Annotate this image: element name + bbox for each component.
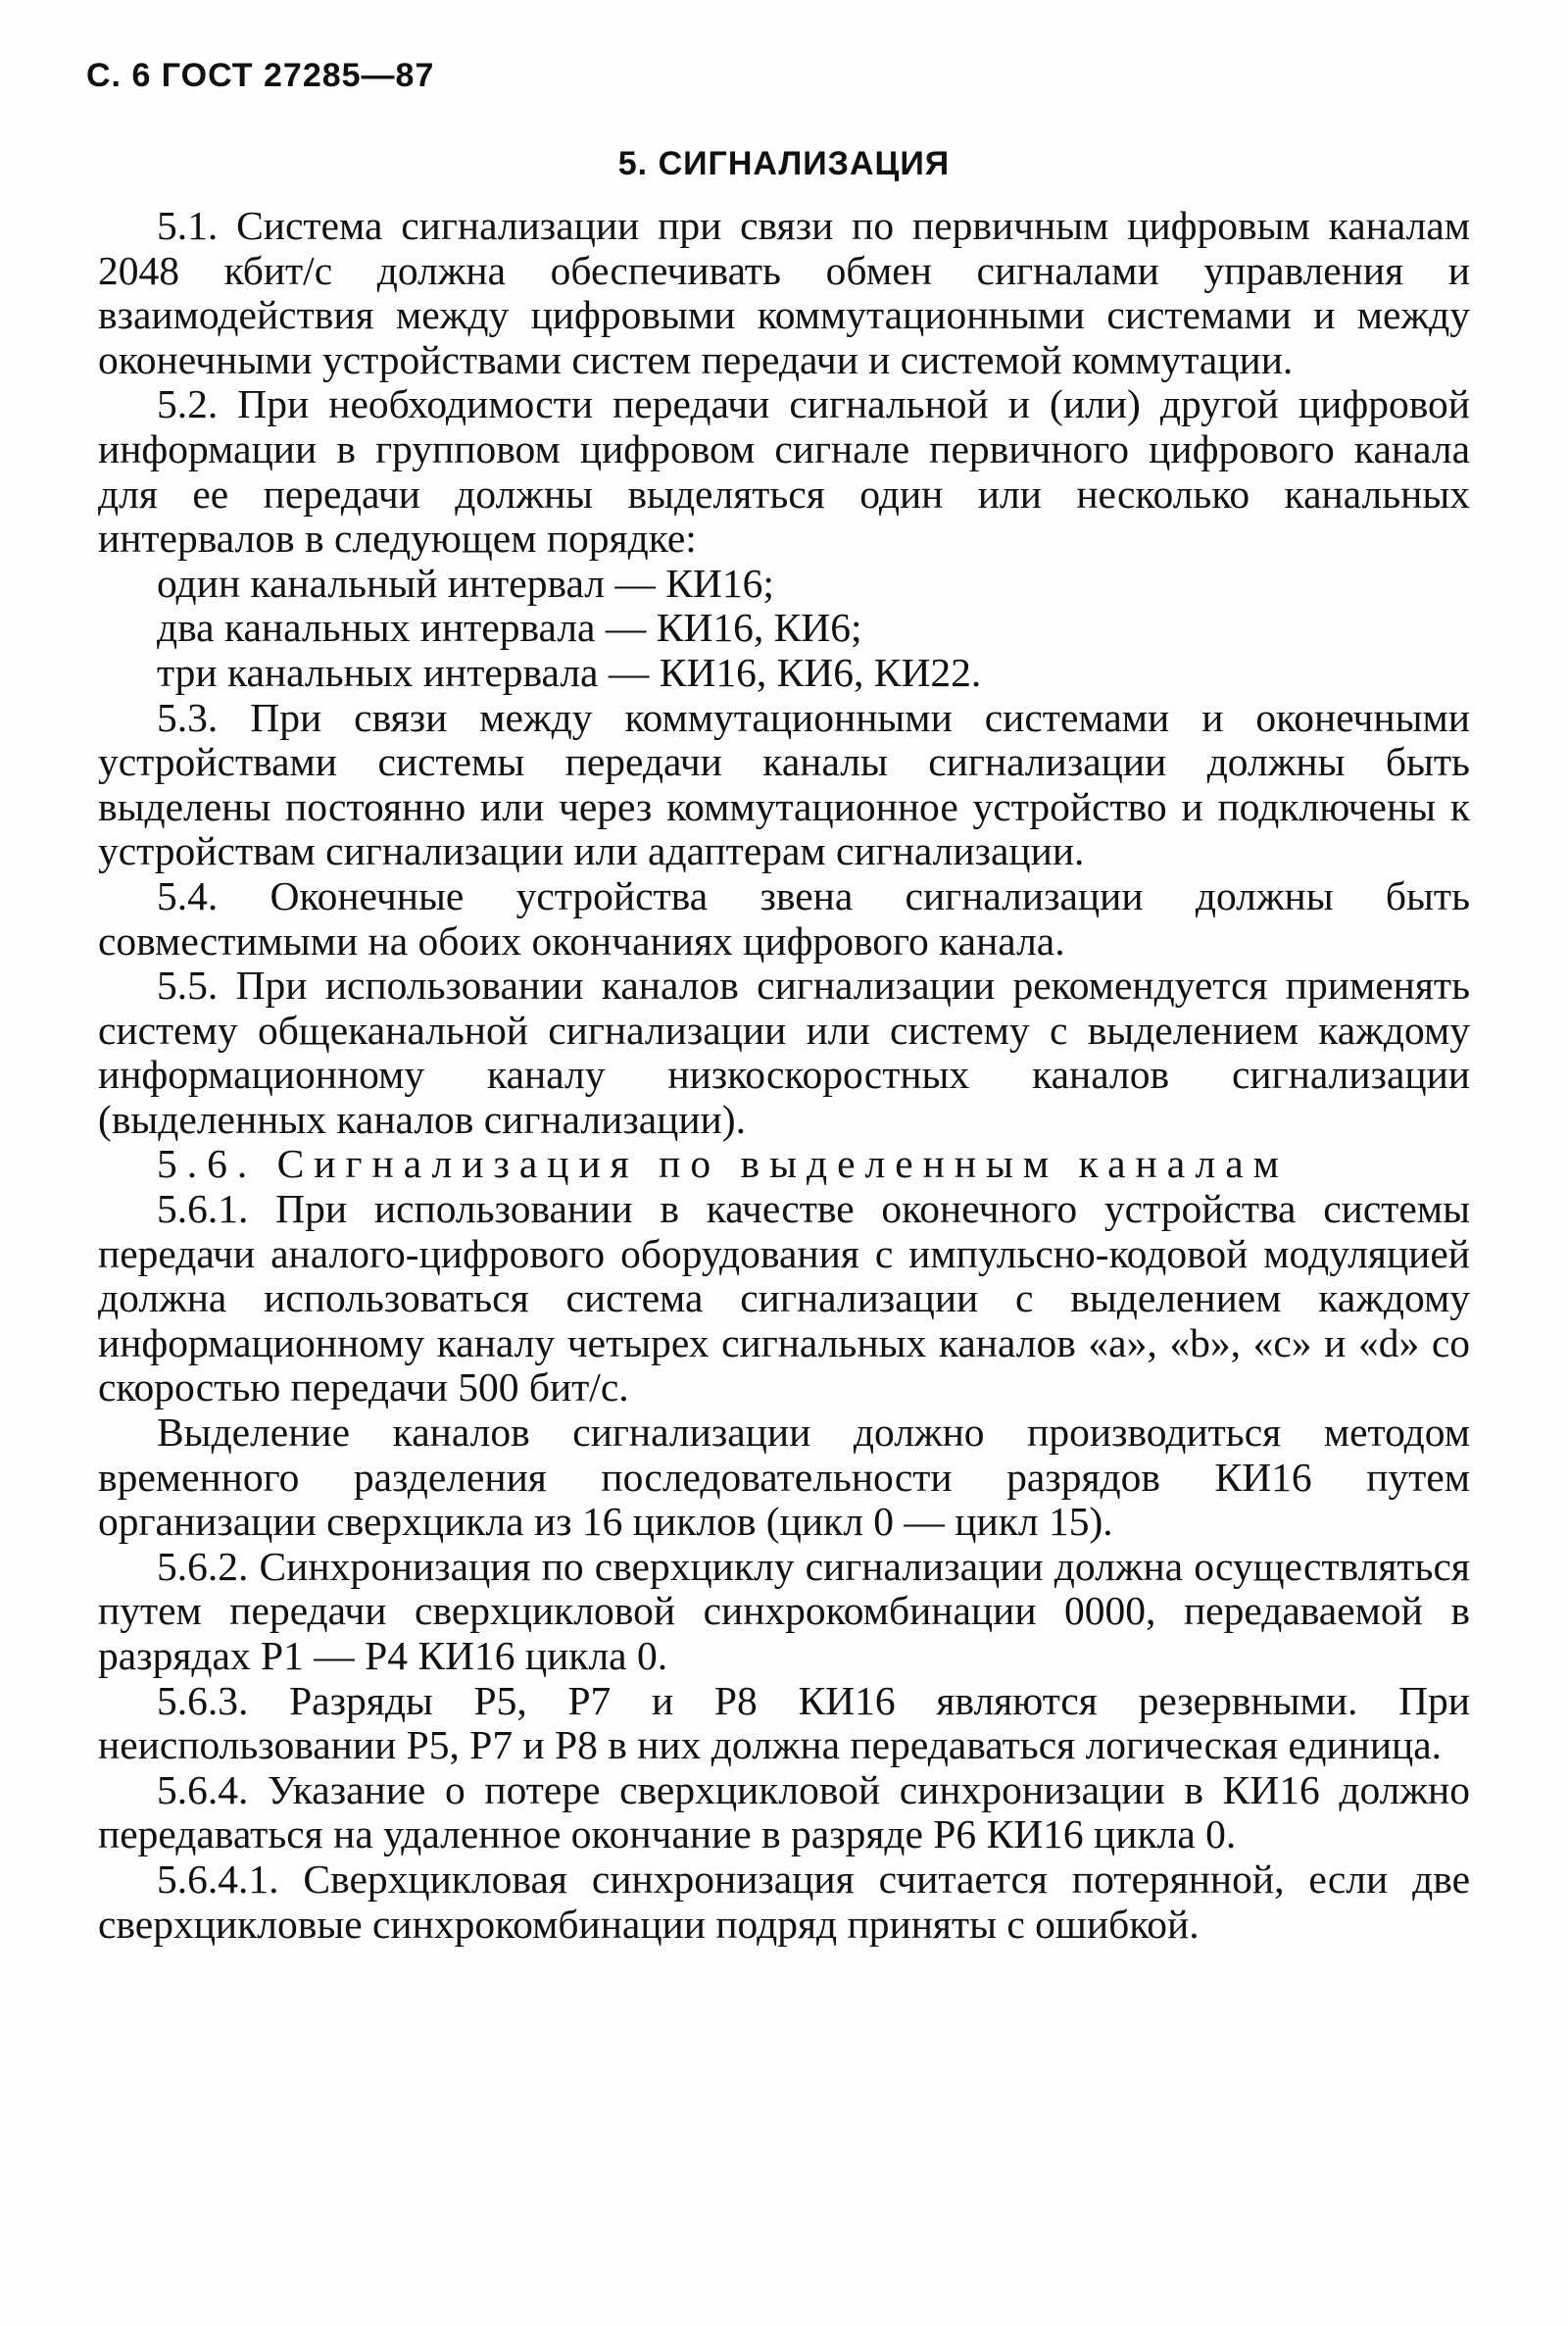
paragraph-5-6-4-1: 5.6.4.1. Сверхцикловая синхронизация считается потерянной, если две сверхцикловые синхрокомбинации подряд приняты с ошибкой. — [98, 1856, 1470, 1947]
paragraph-5-6-1-cont: Выделение каналов сигнализации должно производиться методом временного разделения последовательности разрядов КИ16 путем организации сверхцикла из 16 циклов (цикл 0 — цикл 15). — [98, 1410, 1470, 1545]
document-body — [98, 204, 1470, 1947]
section-title: 5. СИГНАЛИЗАЦИЯ — [617, 145, 951, 182]
paragraph-5-2: 5.2. При необходимости передачи сигнальной и (или) другой цифровой информации в групповом цифровом сигнале первичного цифрового канала для ее передачи должны выделяться один или несколько канальных интервалов в следующем порядке: — [98, 381, 1470, 562]
paragraph-5-3: 5.3. При связи между коммутационными системами и оконечными устройствами системы передачи каналы сигнализации должны быть выделены постоянно или через коммутационное устройство и подключены к устройствам сигнализации или адаптерам сигнализации. — [98, 694, 1470, 874]
paragraph-5-6-4: 5.6.4. Указание о потере сверхцикловой синхронизации в КИ16 должно передаваться на удаленное окончание в разряде Р6 КИ16 цикла 0. — [98, 1766, 1470, 1857]
paragraph-5-6-2: 5.6.2. Синхронизация по сверхциклу сигнализации должна осуществляться путем передачи сверхцикловой синхрокомбинации 0000, передаваемой в разрядах Р1 — Р4 КИ16 цикла 0. — [98, 1543, 1470, 1678]
list-item: два канальных интервала — КИ16, КИ6; — [157, 605, 862, 651]
page-header: С. 6 ГОСТ 27285—87 — [86, 57, 435, 94]
paragraph-5-4: 5.4. Оконечные устройства звена сигнализации должны быть совместимыми на обоих окончаниях цифрового канала. — [98, 872, 1470, 964]
subsection-heading-5-6: 5.6. Сигнализация по выделенным каналам — [157, 1141, 1289, 1187]
paragraph-5-6-3: 5.6.3. Разряды Р5, Р7 и Р8 КИ16 являются резервными. При неиспользовании Р5, Р7 и Р8 в них должна передаваться логическая единица. — [98, 1677, 1470, 1768]
list-item: один канальный интервал — КИ16; — [157, 560, 774, 606]
list-item: три канальных интервала — КИ16, КИ6, КИ22. — [157, 649, 982, 695]
paragraph-5-6-1: 5.6.1. При использовании в качестве оконечного устройства системы передачи аналого-цифрового оборудования с импульсно-кодовой модуляцией должна использоваться система сигнализации с выделением каждому информационному каналу четырех сигнальных каналов «a», «b», «c» и «d» со скоростью передачи 500 бит/с. — [98, 1186, 1470, 1410]
paragraph-5-5: 5.5. При использовании каналов сигнализации рекомендуется применять систему общеканальной сигнализации или систему с выделением каждому информационному каналу низкоскоростных каналов сигнализации (выделенных каналов сигнализации). — [98, 963, 1470, 1142]
paragraph-5-1: 5.1. Система сигнализации при связи по первичным цифровым каналам 2048 кбит/с должна обеспечивать обмен сигналами управления и взаимодействия между цифровыми коммутационными системами и между оконечными устройствами систем передачи и системой коммутации. — [98, 203, 1470, 382]
